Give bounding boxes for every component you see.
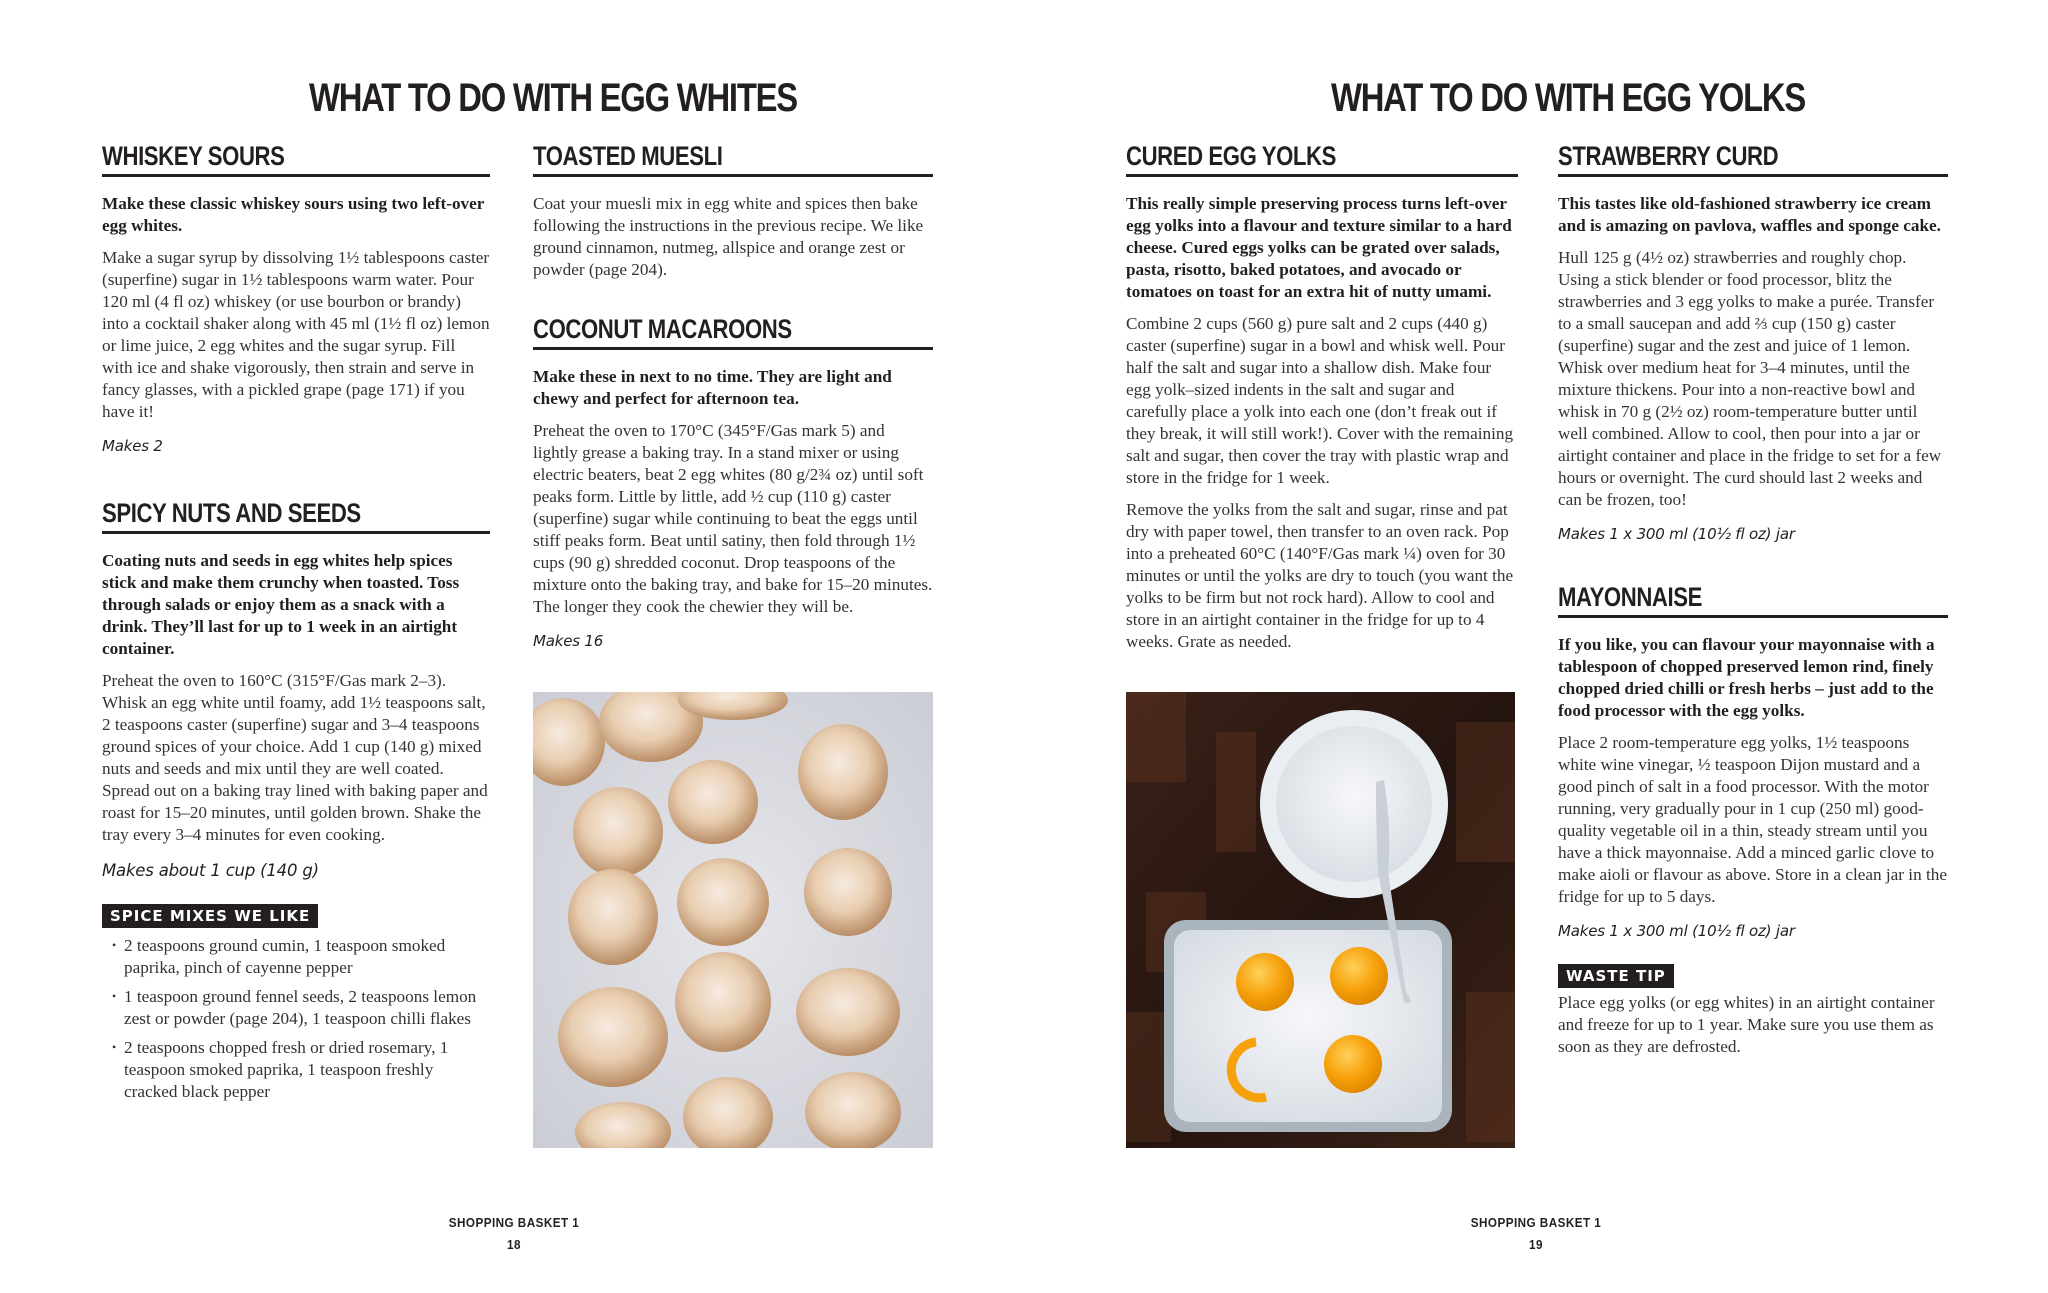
recipe-intro: This really simple preserving process turns left-over egg yolks into a flavour and texture similar to a hard cheese. Cured eggs yolks can be grated over salads, pasta, risotto, baked potatoes, and avocado or tomatoes on toast for an extra hit of nutty umami. (1126, 194, 1512, 301)
recipe-method: Place 2 room-temperature egg yolks, 1½ teaspoons white wine vinegar, ½ teaspoon Dijon mustard and a good pinch of salt in a food processor. With the motor running, very gradually pour in 1 cup (250 ml) good-quality vegetable oil in a thin, steady stream until you have a thick mayonnaise. Add a minced garlic clove to make aioli or flavour as above. Store in a clean jar in the fridge for up to 5 days. (1558, 733, 1947, 906)
recipe-cured-egg-yolks (1126, 140, 1518, 653)
recipe-heading: TOASTED MUESLI (533, 140, 933, 177)
recipe-whiskey-sours (102, 140, 490, 457)
recipe-intro: Make these in next to no time. They are light and chewy and perfect for afternoon tea. (533, 367, 892, 408)
list-item: • 2 teaspoons chopped fresh or dried rosemary, 1 teaspoon smoked paprika, 1 teaspoon freshly cracked black pepper (102, 1036, 490, 1103)
recipe-yield: Makes 16 (533, 632, 604, 650)
left-page-title: WHAT TO DO WITH EGG WHITES (309, 76, 797, 120)
recipe-intro: This tastes like old-fashioned strawberry ice cream and is amazing on pavlova, waffles and sponge cake. (1558, 194, 1941, 235)
recipe-strawberry-curd (1558, 140, 1948, 545)
recipe-spicy-nuts-and-seeds (102, 497, 490, 1103)
macaroons-photo (533, 692, 933, 1148)
right-column-2 (1558, 140, 1948, 1088)
spice-mixes-list (102, 934, 490, 1103)
right-page-footer (1406, 1212, 1666, 1256)
recipe-intro: Coating nuts and seeds in egg whites help spices stick and make them crunchy when toasted. Toss through salads or enjoy them as a snack with a drink. They’ll last for up to 1 week in an airtight container. (102, 551, 460, 658)
recipe-method: Remove the yolks from the salt and sugar, rinse and pat dry with paper towel, then transfer to an oven rack. Pop into a preheated 60°C (140°F/Gas mark ¼) oven for 30 minutes or until the yolks are dry to touch (you want the yolks to be firm but not rock hard). Allow to cool and store in an airtight container in the fridge for up to 4 weeks. Grate as needed. (1126, 500, 1514, 651)
recipe-intro: Make these classic whiskey sours using two left-over egg whites. (102, 194, 485, 235)
recipe-method: Preheat the oven to 170°C (345°F/Gas mark 5) and lightly grease a baking tray. In a stand mixer or using electric beaters, beat 2 egg whites (80 g/2¾ oz) until soft peaks form. Little by little, add ½ cup (110 g) caster (superfine) sugar while continuing to beat the eggs until stiff peaks form. Beat until satiny, then fold through 1½ cups (90 g) shredded coconut. Drop teaspoons of the mixture onto the baking tray, and bake for 15–20 minutes. The longer they cook the chewier they will be. (533, 421, 933, 616)
recipe-yield: Makes 2 (102, 437, 163, 455)
recipe-heading: CURED EGG YOLKS (1126, 140, 1518, 177)
cured-egg-yolks-photo (1126, 692, 1515, 1148)
list-item: • 2 teaspoons ground cumin, 1 teaspoon smoked paprika, pinch of cayenne pepper (102, 934, 490, 979)
recipe-yield: Makes 1 x 300 ml (10½ fl oz) jar (1558, 922, 1795, 940)
recipe-intro: If you like, you can flavour your mayonnaise with a tablespoon of chopped preserved lemon rind, finely chopped dried chilli or fresh herbs – just add to the food processor with the egg yolks. (1558, 635, 1935, 720)
left-column-1 (102, 140, 490, 1133)
recipe-heading: COCONUT MACAROONS (533, 313, 933, 350)
left-column-2 (533, 140, 933, 682)
book-title: SHOPPING BASKET 1 (1470, 1215, 1602, 1230)
right-column-1 (1126, 140, 1518, 683)
waste-tip-text: Place egg yolks (or egg whites) in an airtight container and freeze for up to 1 year. Make sure you use them as soon as they are defrosted. (1558, 993, 1935, 1056)
recipe-heading: MAYONNAISE (1558, 581, 1948, 618)
page-number: 19 (1529, 1237, 1543, 1252)
book-title: SHOPPING BASKET 1 (448, 1215, 580, 1230)
recipe-toasted-muesli (533, 140, 933, 281)
page-number: 18 (507, 1237, 521, 1252)
recipe-heading: SPICY NUTS AND SEEDS (102, 497, 490, 534)
macaroons-illustration (533, 692, 933, 1148)
recipe-method: Combine 2 cups (560 g) pure salt and 2 cups (440 g) caster (superfine) sugar in a bowl and whisk well. Pour half the salt and sugar into a shallow dish. Make four egg yolk–sized indents in the salt and sugar and carefully place a yolk into each one (don’t freak out if they break, it will still work!). Cover with the remaining salt and sugar, then cover the tray with plastic wrap and store in the fridge for 1 week. (1126, 314, 1514, 487)
waste-tip-label: WASTE TIP (1558, 964, 1674, 988)
cured-yolks-illustration (1126, 692, 1515, 1148)
recipe-coconut-macaroons (533, 313, 933, 652)
recipe-method: Make a sugar syrup by dissolving 1½ tablespoons caster (superfine) sugar in 1½ tablespoons warm water. Pour 120 ml (4 fl oz) whiskey (or use bourbon or brandy) into a cocktail shaker along with 45 ml (1½ fl oz) lemon or lime juice, 2 egg whites and the sugar syrup. Fill with ice and shake vigorously, then strain and serve in fancy glasses, with a pickled grape (page 171) if you have it! (102, 248, 490, 421)
recipe-method: Coat your muesli mix in egg white and spices then bake following the instructions in the previous recipe. We like ground cinnamon, nutmeg, allspice and orange zest or powder (page 204). (533, 194, 924, 279)
recipe-mayonnaise (1558, 581, 1948, 1058)
spice-mixes-label: SPICE MIXES WE LIKE (102, 904, 318, 928)
list-item: • 1 teaspoon ground fennel seeds, 2 teaspoons lemon zest or powder (page 204), 1 teaspoon chilli flakes (102, 985, 490, 1030)
recipe-heading: STRAWBERRY CURD (1558, 140, 1948, 177)
recipe-method: Preheat the oven to 160°C (315°F/Gas mark 2–3). Whisk an egg white until foamy, add 1½ teaspoons salt, 2 teaspoons caster (superfine) sugar and 3–4 teaspoons ground spices of your choice. Add 1 cup (140 g) mixed nuts and seeds and mix until they are well coated. Spread out on a baking tray lined with baking paper and roast for 15–20 minutes, until golden brown. Shake the tray every 3–4 minutes for even cooking. (102, 671, 488, 844)
recipe-yield: Makes about 1 cup (140 g) (102, 861, 319, 880)
recipe-method: Hull 125 g (4½ oz) strawberries and roughly chop. Using a stick blender or food processor, blitz the strawberries and 3 egg yolks to make a purée. Transfer to a small saucepan and add ⅔ cup (150 g) caster (superfine) sugar and the zest and juice of 1 lemon. Whisk over medium heat for 3–4 minutes, until the mixture thickens. Pour into a non-reactive bowl and whisk in 70 g (2½ oz) room-temperature butter until well combined. Allow to cool, then pour into a jar or airtight container and place in the fridge to set for a few hours or overnight. The curd should last 2 weeks and can be frozen, too! (1558, 248, 1942, 509)
recipe-yield: Makes 1 x 300 ml (10½ fl oz) jar (1558, 525, 1795, 543)
right-page-title: WHAT TO DO WITH EGG YOLKS (1331, 76, 1805, 120)
left-page-footer (384, 1212, 644, 1256)
recipe-heading: WHISKEY SOURS (102, 140, 490, 177)
